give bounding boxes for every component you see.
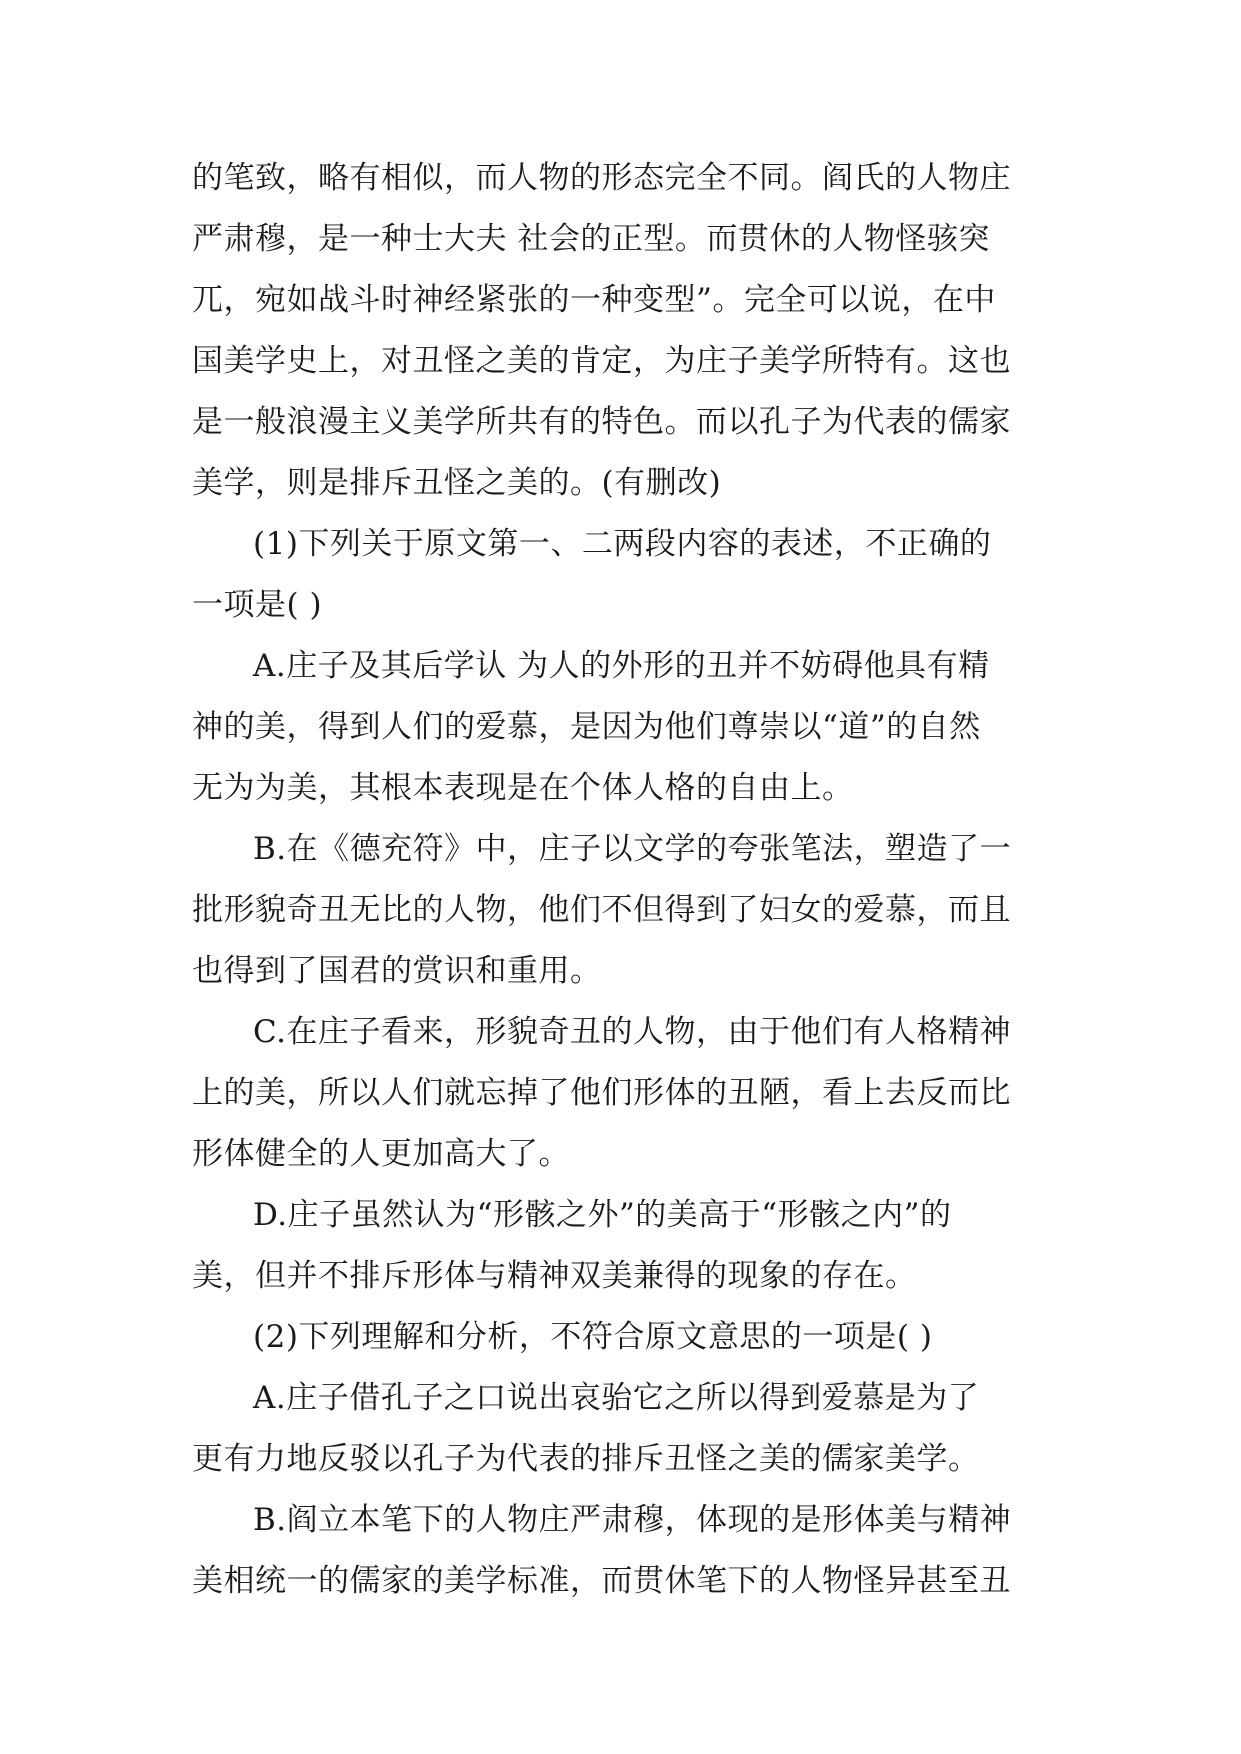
option-d: D.庄子虽然认为“形骸之外”的美高于“形骸之内”的: [253, 1197, 952, 1233]
text-line: 严肃穆，是一种士大夫 社会的正型。而贯休的人物怪骇突: [192, 221, 990, 257]
option-c: C.在庄子看来，形貌奇丑的人物，由于他们有人格精神: [253, 1014, 1011, 1050]
text-line: 神的美，得到人们的爱慕，是因为他们尊崇以“道”的自然: [192, 709, 981, 745]
text-line: 的笔致，略有相似，而人物的形态完全不同。阎氏的人物庄: [192, 160, 1011, 196]
text-line: 兀，宛如战斗时神经紧张的一种变型”。完全可以说，在中: [192, 282, 996, 318]
text-line: 更有力地反驳以孔子为代表的排斥丑怪之美的儒家美学。: [192, 1441, 980, 1477]
option-a: A.庄子及其后学认 为人的外形的丑并不妨碍他具有精: [253, 648, 990, 684]
text-line: 形体健全的人更加高大了。: [192, 1136, 570, 1172]
text-line: 美学，则是排斥丑怪之美的。(有删改): [192, 465, 722, 501]
text-line: 一项是( ): [192, 587, 323, 623]
text-line: 也得到了国君的赏识和重用。: [192, 953, 602, 989]
text-line: 美相统一的儒家的美学标准，而贯休笔下的人物怪异甚至丑: [192, 1563, 1011, 1599]
text-line: 是一般浪漫主义美学所共有的特色。而以孔子为代表的儒家: [192, 404, 1011, 440]
text-line: 上的美，所以人们就忘掉了他们形体的丑陋，看上去反而比: [192, 1075, 1011, 1111]
text-line: 美，但并不排斥形体与精神双美兼得的现象的存在。: [192, 1258, 917, 1294]
text-line: 无为为美，其根本表现是在个体人格的自由上。: [192, 770, 854, 806]
question-1-stem: (1)下列关于原文第一、二两段内容的表述，不正确的: [253, 526, 992, 562]
text-line: 国美学史上，对丑怪之美的肯定，为庄子美学所特有。这也: [192, 343, 1011, 379]
option-b: B.阎立本笔下的人物庄严肃穆，体现的是形体美与精神: [253, 1502, 1012, 1538]
option-a: A.庄子借孔子之口说出哀骀它之所以得到爱慕是为了: [253, 1380, 980, 1416]
text-line: 批形貌奇丑无比的人物，他们不但得到了妇女的爱慕，而且: [192, 892, 1011, 928]
option-b: B.在《德充符》中，庄子以文学的夸张笔法，塑造了一: [253, 831, 1012, 867]
question-2-stem: (2)下列理解和分析，不符合原文意思的一项是( ): [253, 1319, 933, 1355]
